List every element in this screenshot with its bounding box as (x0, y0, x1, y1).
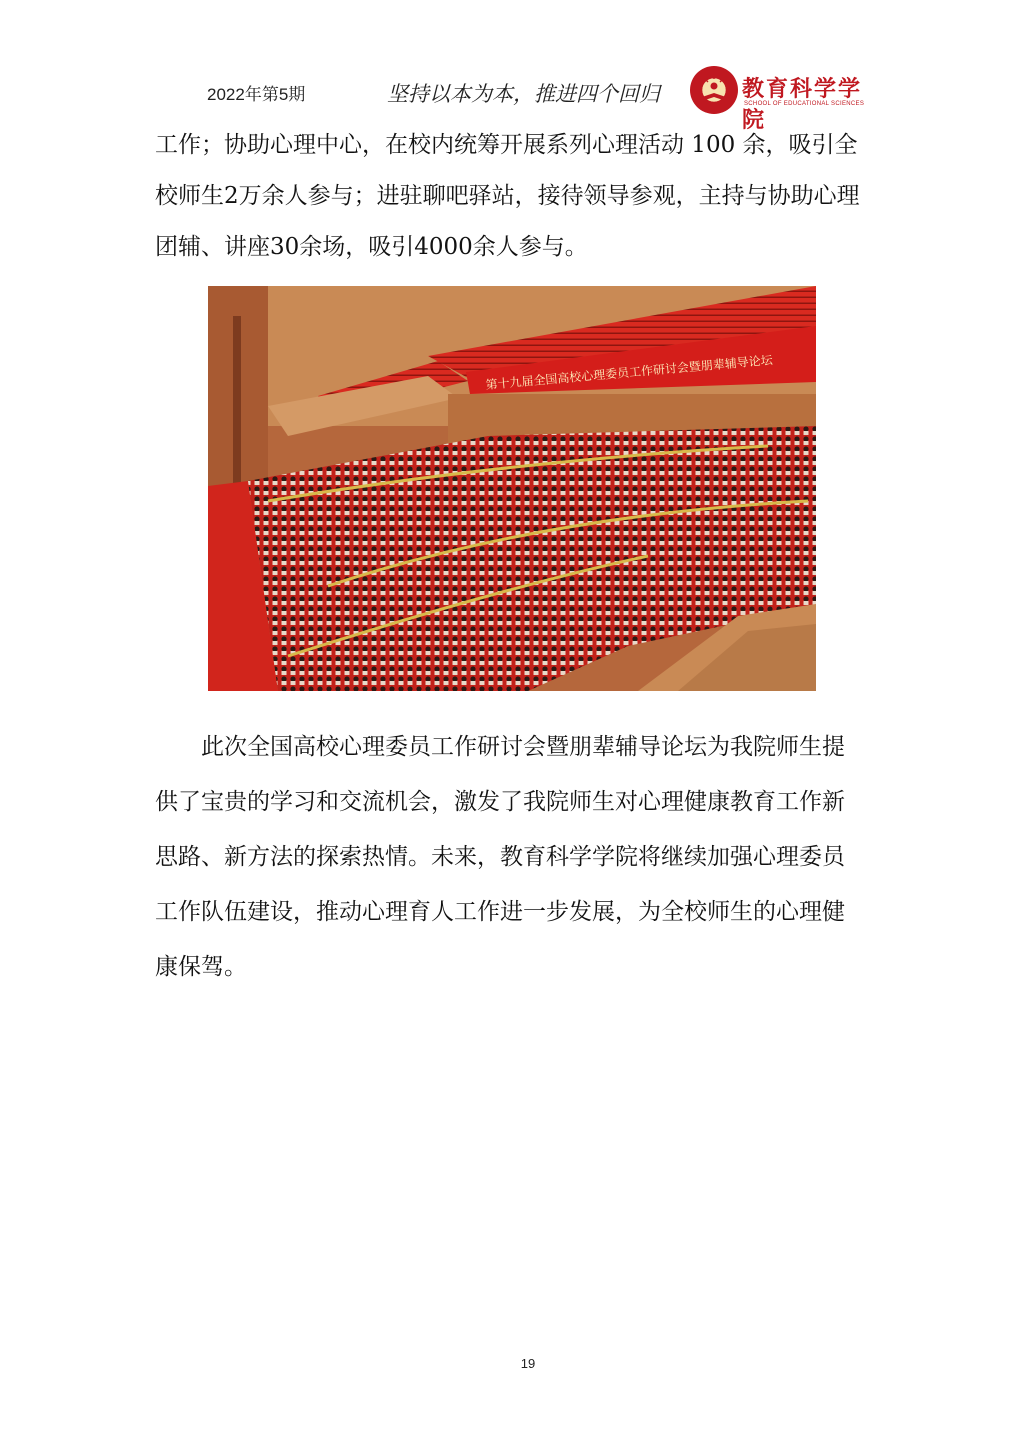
logo-subtitle: SCHOOL OF EDUCATIONAL SCIENCES (744, 101, 865, 107)
college-logo (690, 66, 870, 133)
page-number: 19 (520, 1356, 536, 1371)
motto-text: 坚持以本为本，推进四个回归 (387, 82, 660, 106)
logo-title: 教育科学学院 (742, 76, 863, 133)
issue-label: 2022年第5期 (207, 85, 306, 104)
body-paragraph-1: 工作；协助心理中心，在校内统筹开展系列心理活动 100 余，吸引全校师生2万余人参与；进驻聊吧驿站，接待领导参观，主持与协助心理团辅、讲座30余场，吸引4000余人参与。 (155, 132, 860, 260)
banner-text: 第十九届全国高校心理委员工作研讨会暨朋辈辅导论坛 (485, 352, 774, 392)
conference-hall-photo (208, 286, 816, 691)
college-emblem-icon (690, 66, 738, 114)
body-paragraph-2: 此次全国高校心理委员工作研讨会暨朋辈辅导论坛为我院师生提供了宝贵的学习和交流机会，激发了我院师生对心理健康教育工作新思路、新方法的探索热情。未来，教育科学学院将继续加强心理委员工作队伍建设，推动心理育人工作进一步发展，为全校师生的心理健康保驾。 (155, 734, 845, 980)
